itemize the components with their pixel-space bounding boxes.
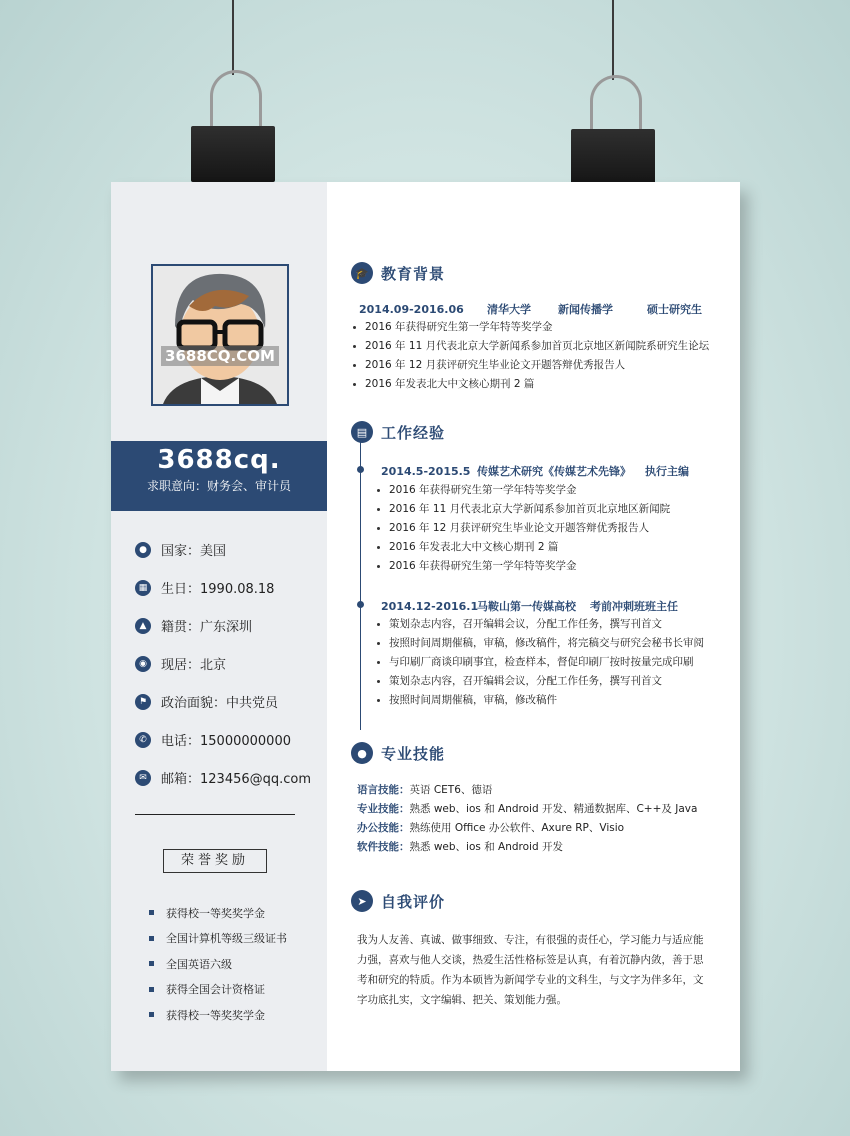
location-icon: ◉: [135, 656, 151, 672]
list-item: 2016 年 12 月获评研究生毕业论文开题答辩优秀报告人: [375, 519, 670, 538]
info-hometown: ▲ 籍贯：广东深圳: [135, 616, 325, 635]
timeline-line: [360, 440, 361, 730]
divider: [135, 814, 295, 815]
job1-headline: 2014.5-2015.5 传媒艺术研究《传媒艺术先锋》 执行主编: [381, 465, 689, 478]
list-item: 2016 年获得研究生第一学年特等奖学金: [375, 557, 670, 576]
graduation-cap-icon: 🎓: [351, 262, 373, 284]
job1-list: [375, 481, 670, 576]
skill-row: 专业技能：熟悉 web、ios 和 Android 开发、精通数据库、C++及 Java: [357, 803, 698, 815]
list-item: 2016 年 11 月代表北京大学新闻系参加首页北京地区新闻院: [375, 500, 670, 519]
phone-icon: ✆: [135, 732, 151, 748]
education-headline: 2014.09-2016.06 清华大学 新闻传播学 硕士研究生: [359, 303, 702, 316]
skills-list: [357, 781, 697, 857]
info-residence: ◉ 现居：北京: [135, 654, 325, 673]
section-education: 🎓 教育背景: [351, 262, 445, 284]
info-email: ✉ 邮箱：123456@qq.com: [135, 768, 325, 787]
name-banner: [111, 441, 327, 511]
info-political: ⚑ 政治面貌：中共党员: [135, 692, 325, 711]
main-content: [327, 182, 740, 1071]
briefcase-icon: ▤: [351, 421, 373, 443]
job2-headline: 2014.12-2016.1马鞍山第一传媒高校 考前冲刺班班主任: [381, 600, 678, 613]
list-item: 按照时间周期催稿，审稿，修改稿件: [375, 691, 704, 710]
list-item: 2016 年发表北大中文核心期刊 2 篇: [351, 375, 709, 394]
sidebar: [111, 182, 327, 1071]
evaluation-text: 我为人友善、真诚、做事细致、专注，有很强的责任心，学习能力与适应能力强，喜欢与他人交谈，热爱生活性格标签是认真，有着沉静内敛，善于思考和研究的特质。作为本硕皆为新闻学专业的文科生，与文字为伴多年，文字功底扎实，文字编辑、把关、策划能力强。: [357, 934, 704, 1006]
section-work: ▤ 工作经验: [351, 421, 445, 443]
person-icon: ●: [351, 742, 373, 764]
education-list: [351, 318, 709, 394]
info-phone: ✆ 电话：15000000000: [135, 730, 325, 749]
binder-clip-left: [191, 70, 275, 182]
skill-row: 软件技能：熟悉 web、ios 和 Android 开发: [357, 841, 563, 853]
list-item: 2016 年 11 月代表北京大学新闻系参加首页北京地区新闻院系研究生论坛: [351, 337, 709, 356]
job2-list: [375, 615, 704, 710]
user-icon: ●: [135, 542, 151, 558]
list-item: 2016 年获得研究生第一学年特等奖学金: [375, 481, 670, 500]
honors-title: 荣誉奖励: [163, 849, 267, 873]
section-skills: ● 专业技能: [351, 742, 445, 764]
calendar-icon: ▦: [135, 580, 151, 596]
list-item: 获得校一等奖奖学金: [149, 900, 287, 926]
skill-row: 语言技能：英语 CET6、德语: [357, 784, 493, 796]
list-item: 2016 年获得研究生第一学年特等奖学金: [351, 318, 709, 337]
photo-watermark: 3688CQ.COM: [165, 347, 275, 365]
profile-photo: [151, 264, 289, 406]
binder-clip-right: [571, 75, 655, 185]
info-country: ● 国家：美国: [135, 540, 325, 559]
list-item: 获得全国会计资格证: [149, 977, 287, 1003]
job-objective: 求职意向：财务会、审计员: [146, 479, 291, 493]
paper-plane-icon: ➤: [351, 890, 373, 912]
honors-list: [149, 900, 287, 1028]
list-item: 全国英语六级: [149, 951, 287, 977]
timeline-dot: [357, 601, 364, 608]
home-icon: ▲: [135, 618, 151, 634]
flag-icon: ⚑: [135, 694, 151, 710]
section-evaluation: ➤ 自我评价: [351, 890, 445, 912]
hanging-string-left: [232, 0, 234, 75]
hanging-string-right: [612, 0, 614, 80]
candidate-name: 3688cq.: [157, 445, 281, 475]
list-item: 与印刷厂商谈印刷事宜，检查样本，督促印刷厂按时按量完成印刷: [375, 653, 704, 672]
list-item: 全国计算机等级三级证书: [149, 926, 287, 952]
list-item: 2016 年 12 月获评研究生毕业论文开题答辩优秀报告人: [351, 356, 709, 375]
list-item: 获得校一等奖奖学金: [149, 1002, 287, 1028]
timeline-dot: [357, 466, 364, 473]
list-item: 策划杂志内容，召开编辑会议，分配工作任务，撰写刊首文: [375, 615, 704, 634]
list-item: 按照时间周期催稿，审稿，修改稿件，将完稿交与研究会秘书长审阅: [375, 634, 704, 653]
list-item: 2016 年发表北大中文核心期刊 2 篇: [375, 538, 670, 557]
info-birthday: ▦ 生日：1990.08.18: [135, 578, 325, 597]
resume-paper: [111, 182, 740, 1071]
skill-row: 办公技能：熟练使用 Office 办公软件、Axure RP、Visio: [357, 822, 625, 834]
mail-icon: ✉: [135, 770, 151, 786]
list-item: 策划杂志内容，召开编辑会议，分配工作任务，撰写刊首文: [375, 672, 704, 691]
